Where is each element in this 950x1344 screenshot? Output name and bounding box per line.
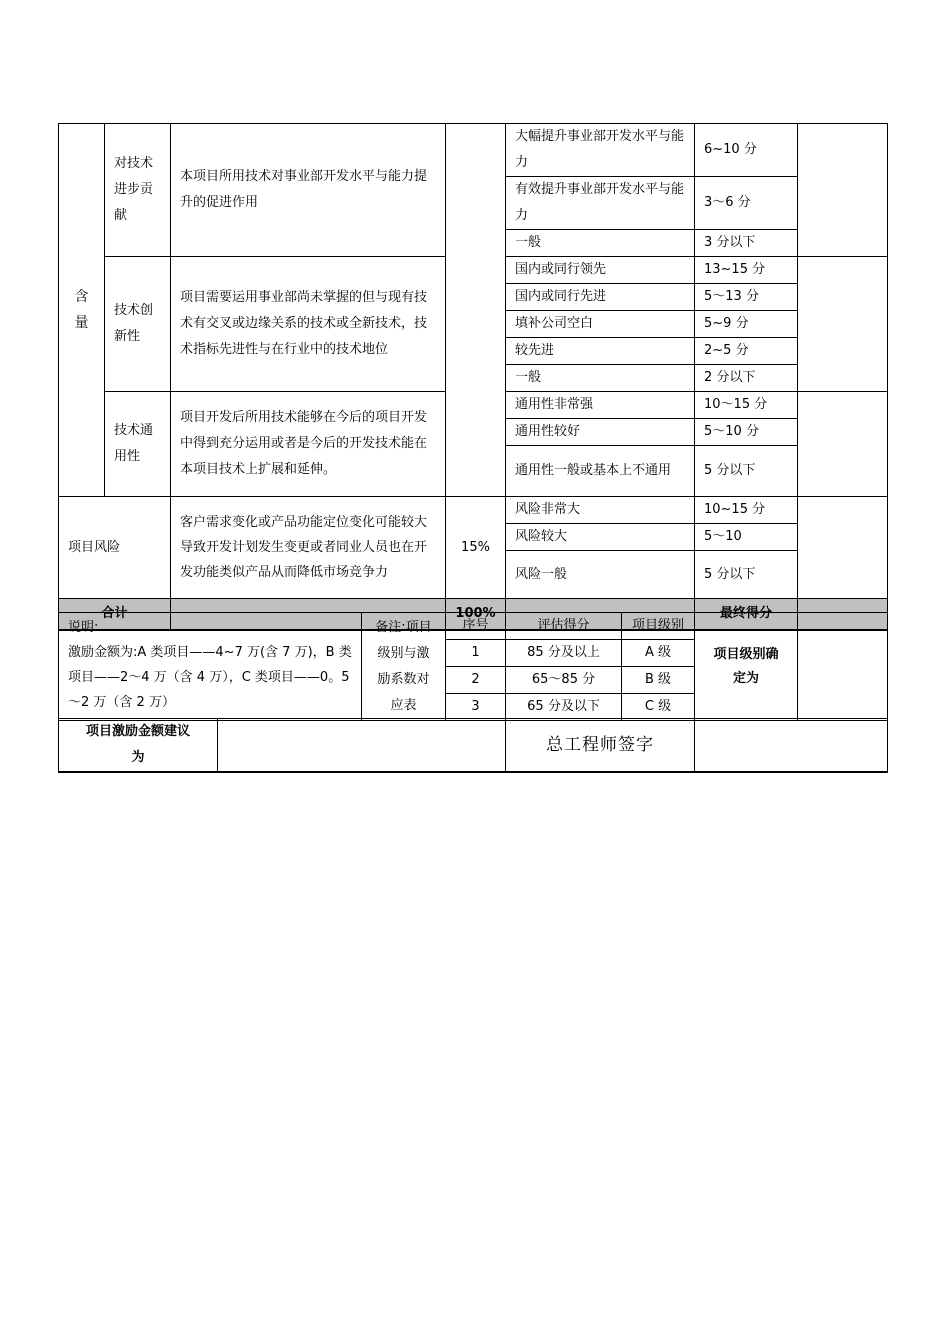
item-project-risk: 项目风险 bbox=[59, 497, 171, 599]
desc-project-risk: 客户需求变化或产品功能定位变化可能较大导致开发计划发生变更或者同业人员也在开发功能类似产品从而降低市场竞争力 bbox=[171, 497, 446, 599]
item-tech-innovation: 技术创新性 bbox=[105, 257, 171, 392]
criteria-label: 通用性非常强 bbox=[506, 392, 695, 419]
level-row-score: 65～85 分 bbox=[506, 667, 622, 694]
criteria-label: 风险较大 bbox=[506, 524, 695, 551]
criteria-score: 5～13 分 bbox=[695, 284, 798, 311]
notes-text: 激励金额为:A 类项目——4~7 万(含 7 万)，B 类项目——2～4 万（含 4 万），C 类项目——0。5～2 万（含 2 万） bbox=[68, 645, 352, 710]
scoring-table bbox=[58, 123, 888, 631]
sign-label: 总工程师签字 bbox=[506, 719, 695, 773]
footer-table bbox=[58, 718, 888, 773]
criteria-score: 2~5 分 bbox=[695, 338, 798, 365]
level-mapping-table bbox=[58, 612, 888, 721]
tech-group-label-1: 含 bbox=[74, 289, 89, 305]
criteria-score: 5 分以下 bbox=[695, 551, 798, 599]
criteria-score: 3 分以下 bbox=[695, 230, 798, 257]
desc-tech-contribution: 本项目所用技术对事业部开发水平与能力提升的促进作用 bbox=[171, 124, 446, 257]
tech-group-label-2: 量 bbox=[74, 315, 89, 331]
criteria-score: 10~15 分 bbox=[695, 497, 798, 524]
weight-tech-cell bbox=[446, 124, 506, 497]
header-score: 评估得分 bbox=[506, 613, 622, 640]
criteria-label: 风险一般 bbox=[506, 551, 695, 599]
criteria-label: 通用性较好 bbox=[506, 419, 695, 446]
criteria-score: 5 分以下 bbox=[695, 446, 798, 497]
criteria-label: 国内或同行领先 bbox=[506, 257, 695, 284]
criteria-score: 13~15 分 bbox=[695, 257, 798, 284]
notes-cell bbox=[59, 613, 362, 721]
criteria-score: 2 分以下 bbox=[695, 365, 798, 392]
score-cell[interactable] bbox=[798, 257, 888, 392]
level-determined-label: 项目级别确定为 bbox=[695, 613, 798, 721]
score-cell[interactable] bbox=[798, 124, 888, 257]
header-level: 项目级别 bbox=[622, 613, 695, 640]
level-row-score: 65 分及以下 bbox=[506, 694, 622, 721]
criteria-score: 5～10 bbox=[695, 524, 798, 551]
notes-title: 说明: bbox=[68, 620, 99, 635]
criteria-label: 通用性一般或基本上不通用 bbox=[506, 446, 695, 497]
criteria-score: 6~10 分 bbox=[695, 124, 798, 177]
item-tech-contribution: 对技术进步贡献 bbox=[105, 124, 171, 257]
criteria-score: 10～15 分 bbox=[695, 392, 798, 419]
level-row-level: B 级 bbox=[622, 667, 695, 694]
level-row-seq: 2 bbox=[446, 667, 506, 694]
criteria-label: 大幅提升事业部开发水平与能力 bbox=[506, 124, 695, 177]
total-weight: 100% bbox=[446, 599, 506, 630]
amount-suggest-label: 项目激励金额建议为 bbox=[59, 719, 218, 773]
sign-cell[interactable] bbox=[695, 719, 888, 773]
criteria-label: 一般 bbox=[506, 365, 695, 392]
level-row-level: C 级 bbox=[622, 694, 695, 721]
score-cell[interactable] bbox=[798, 497, 888, 599]
amount-suggest-cell[interactable] bbox=[218, 719, 506, 773]
notes-remark: 备注:项目级别与激励系数对应表 bbox=[362, 613, 446, 721]
level-row-score: 85 分及以上 bbox=[506, 640, 622, 667]
criteria-label: 一般 bbox=[506, 230, 695, 257]
criteria-label: 填补公司空白 bbox=[506, 311, 695, 338]
criteria-score: 5～10 分 bbox=[695, 419, 798, 446]
level-row-level: A 级 bbox=[622, 640, 695, 667]
criteria-label: 有效提升事业部开发水平与能力 bbox=[506, 177, 695, 230]
level-determined-cell[interactable] bbox=[798, 613, 888, 721]
criteria-score: 5~9 分 bbox=[695, 311, 798, 338]
score-cell[interactable] bbox=[798, 392, 888, 497]
weight-project-risk: 15% bbox=[446, 497, 506, 599]
level-row-seq: 1 bbox=[446, 640, 506, 667]
criteria-label: 国内或同行先进 bbox=[506, 284, 695, 311]
criteria-label: 较先进 bbox=[506, 338, 695, 365]
criteria-score: 3～6 分 bbox=[695, 177, 798, 230]
item-tech-generality: 技术通用性 bbox=[105, 392, 171, 497]
desc-tech-innovation: 项目需要运用事业部尚未掌握的但与现有技术有交叉或边缘关系的技术或全新技术，技术指标先进性与在行业中的技术地位 bbox=[171, 257, 446, 392]
criteria-label: 风险非常大 bbox=[506, 497, 695, 524]
level-row-seq: 3 bbox=[446, 694, 506, 721]
final-score-label: 最终得分 bbox=[695, 599, 798, 630]
tech-group-cell bbox=[59, 124, 105, 497]
total-label: 合计 bbox=[59, 599, 171, 630]
desc-tech-generality: 项目开发后所用技术能够在今后的项目开发中得到充分运用或者是今后的开发技术能在本项目技术上扩展和延伸。 bbox=[171, 392, 446, 497]
header-seq: 序号 bbox=[446, 613, 506, 640]
